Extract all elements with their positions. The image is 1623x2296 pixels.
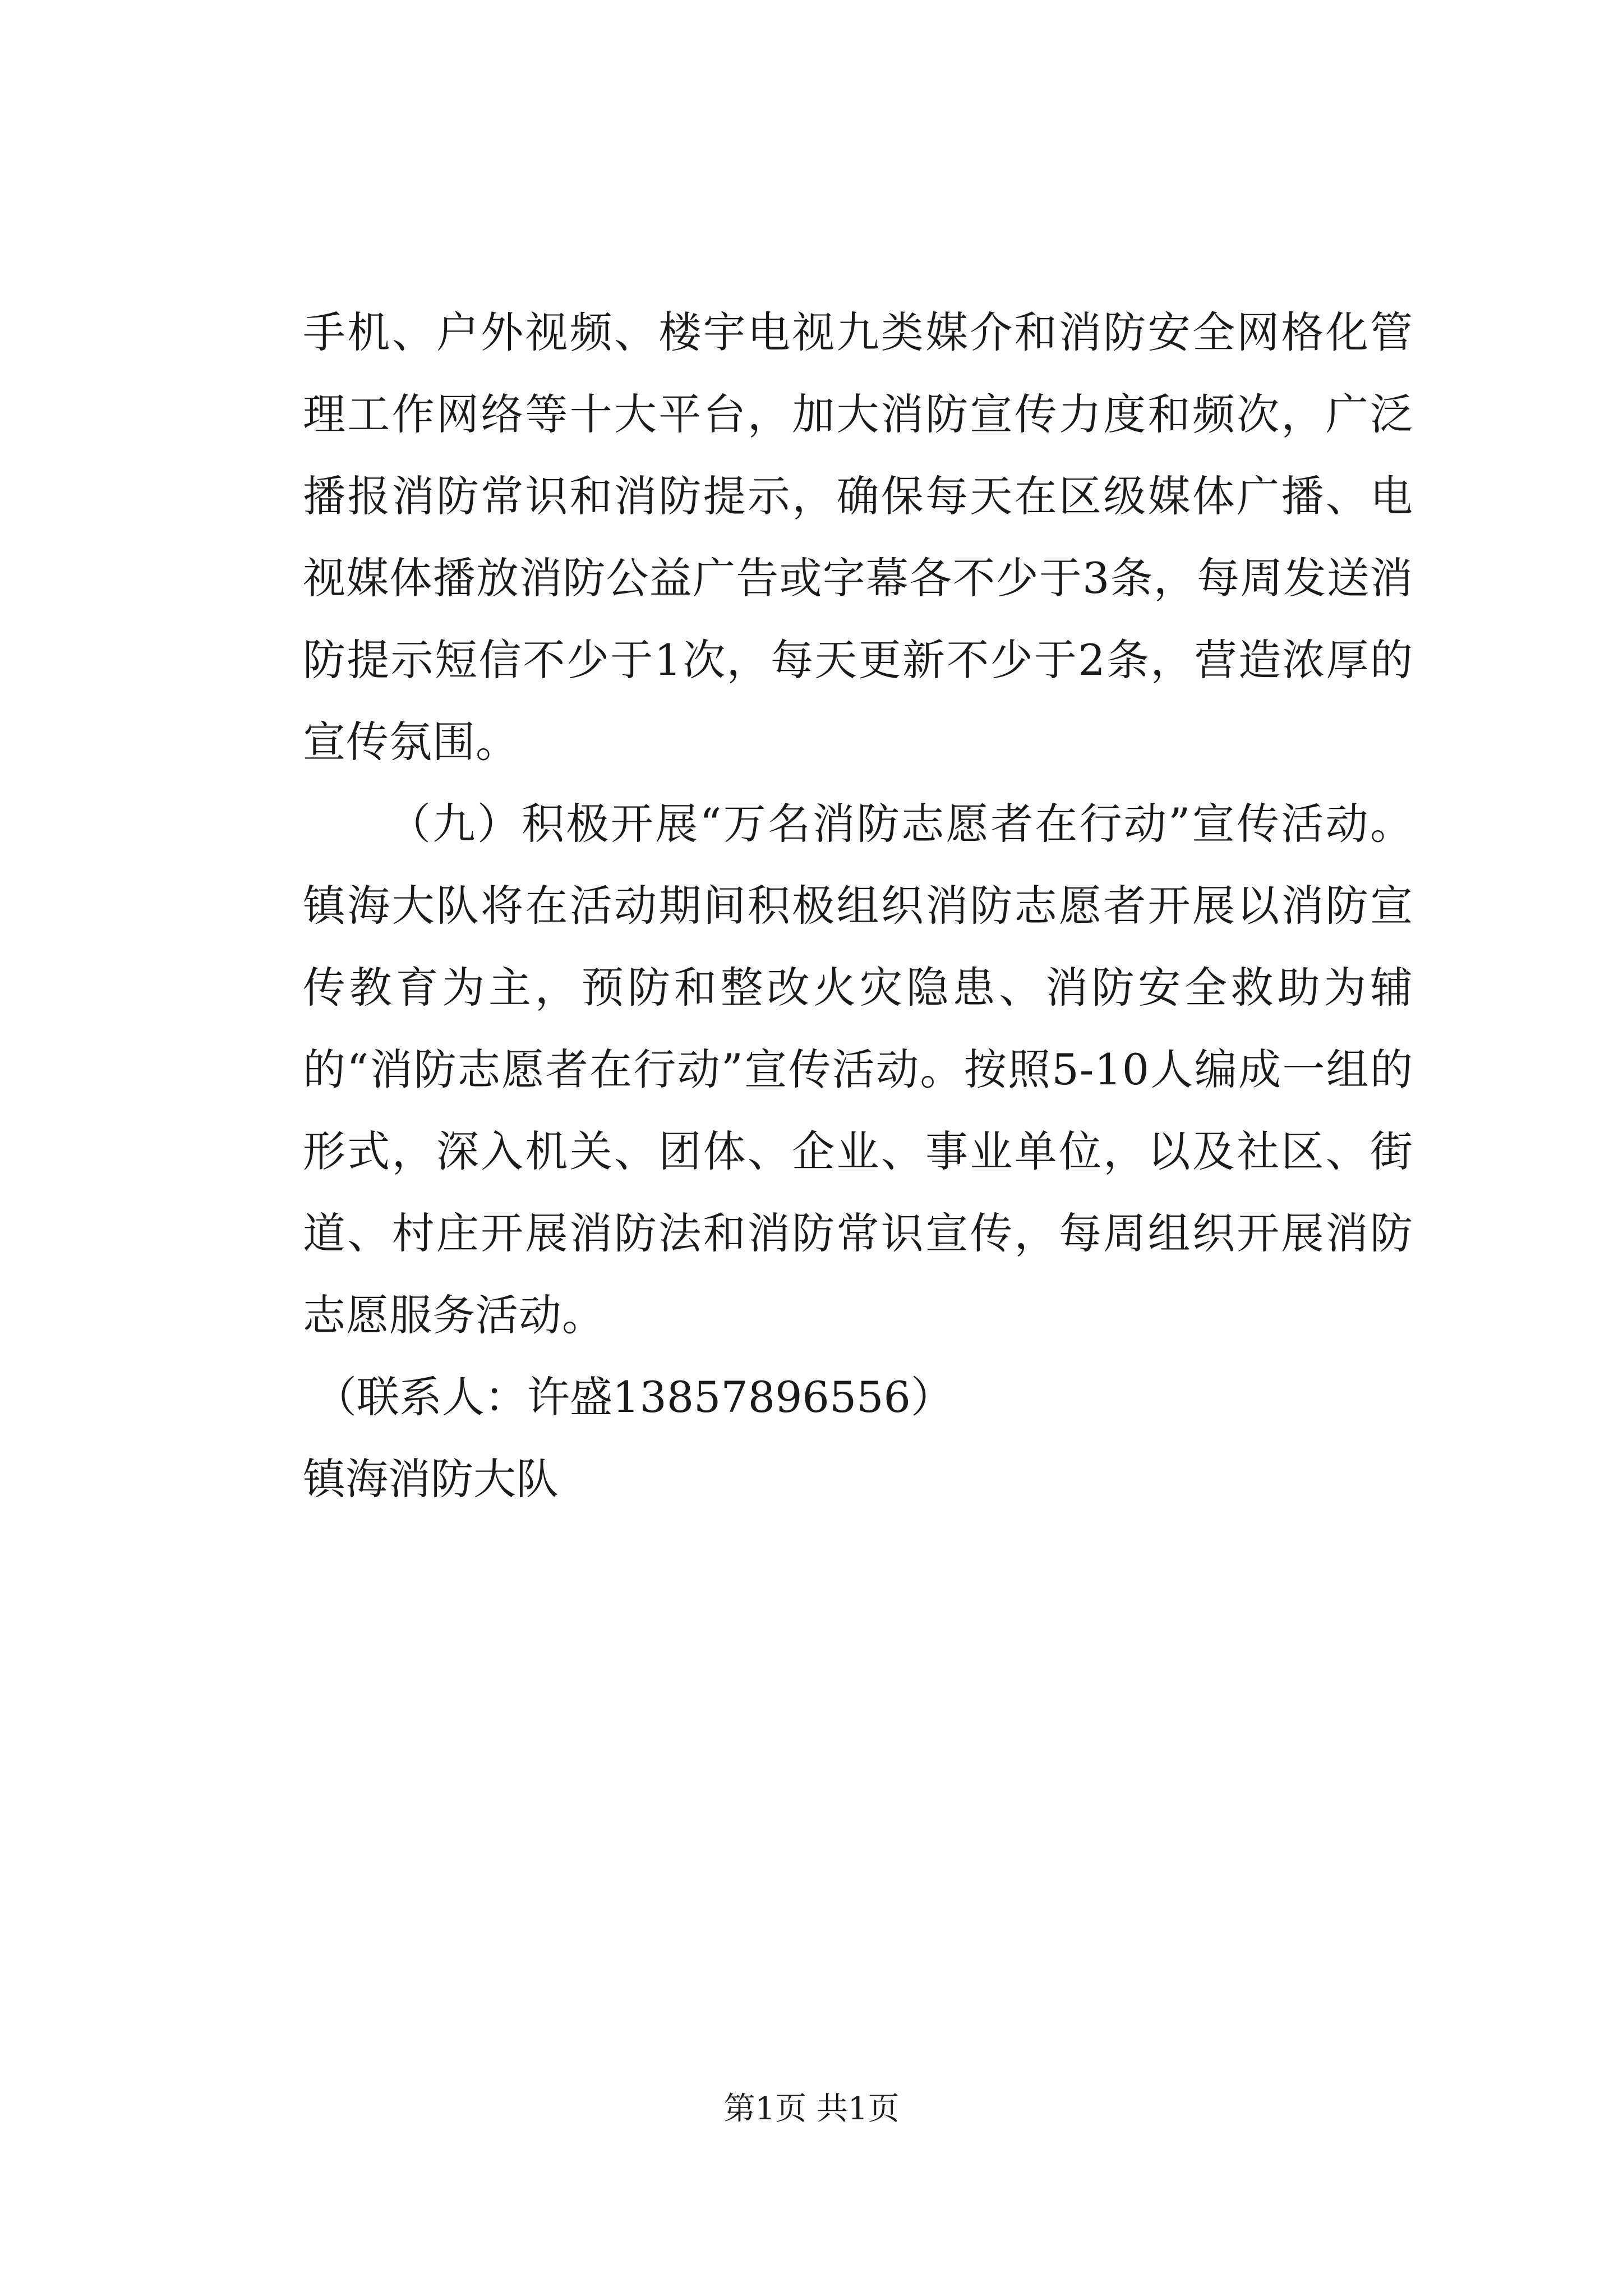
paragraph-media-platforms: 手机、户外视频、楼宇电视九类媒介和消防安全网格化管理工作网络等十大平台，加大消防宣传力度和频次，广泛播报消防常识和消防提示，确保每天在区级媒体广播、电视媒体播放消防公益广告或字幕各不少于3条，每周发送消防提示短信不少于1次，每天更新不少于2条，营造浓厚的宣传氛围。 (303, 307, 1413, 767)
page-footer: 第1页 共1页 (723, 2091, 900, 2127)
document-body (303, 292, 1413, 1520)
contact-line: （联系人：许盛13857896556） (314, 1372, 953, 1422)
signature-line: 镇海消防大队 (303, 1454, 559, 1504)
paragraph-volunteer-activity: （九）积极开展“万名消防志愿者在行动”宣传活动。镇海大队将在活动期间积极组织消防志愿者开展以消防宣传教育为主，预防和整改火灾隐患、消防安全救助为辅的“消防志愿者在行动”宣传活动。按照5-10人编成一组的形式，深入机关、团体、企业、事业单位，以及社区、街道、村庄开展消防法和消防常识宣传，每周组织开展消防志愿服务活动。 (303, 799, 1413, 1340)
